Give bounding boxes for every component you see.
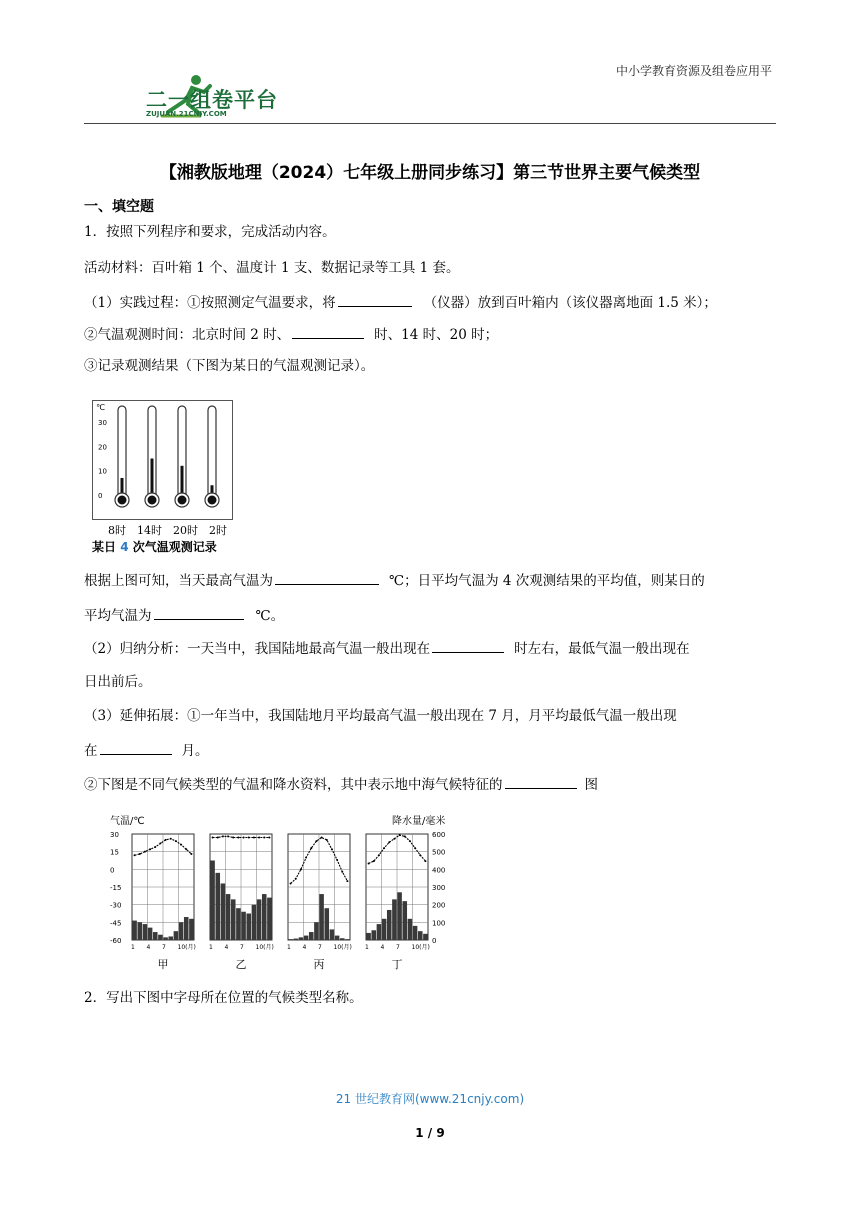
- logo-subtext: ZUJUAN.21CNJY.COM: [146, 110, 227, 118]
- temperature-point: [248, 837, 250, 839]
- precip-bar: [221, 883, 226, 940]
- temperature-point: [253, 837, 255, 839]
- temp-tick: -60: [110, 937, 122, 945]
- climate-panel-2: [209, 834, 274, 971]
- temperature-point: [346, 880, 348, 882]
- page-number: 1 / 9: [415, 1126, 445, 1140]
- temperature-point: [263, 837, 265, 839]
- climate-panel-3: [287, 834, 352, 971]
- month-tick: 1: [365, 944, 369, 951]
- temperature-point: [290, 882, 292, 884]
- avg-temp-answer-blank[interactable]: [154, 605, 244, 620]
- precip-bar: [226, 894, 231, 940]
- precip-bar: [382, 919, 387, 940]
- q1-materials: 活动材料：百叶箱 1 个、温度计 1 支、数据记录等工具 1 套。: [84, 260, 460, 276]
- temp-tick-label: 10: [98, 467, 107, 476]
- time-label-2: 14时: [137, 524, 162, 537]
- thermometer-bulb: [178, 496, 187, 505]
- precip-bar: [174, 931, 179, 940]
- precip-bar: [402, 901, 407, 940]
- precip-bar: [423, 934, 428, 940]
- precip-bar: [366, 933, 371, 940]
- temperature-point: [300, 868, 302, 870]
- month-tick: 10(月): [411, 944, 430, 951]
- section-heading: 一、填空题: [84, 199, 154, 215]
- precip-bar: [168, 936, 173, 940]
- precip-bar: [335, 936, 340, 940]
- q1-extend-line: （3）延伸拓展：①一年当中，我国陆地月平均最高气温一般出现在 7 月，月平均最低气温一般出现: [84, 708, 677, 724]
- temperature-point: [170, 838, 172, 840]
- temperature-point: [222, 835, 224, 837]
- temperature-point: [134, 854, 136, 856]
- temperature-point: [185, 848, 187, 850]
- month-tick: 7: [318, 944, 322, 951]
- thermometer-bulb: [118, 496, 127, 505]
- temperature-point: [144, 851, 146, 853]
- precip-bar: [153, 932, 158, 940]
- temperature-point: [243, 837, 245, 839]
- q1-observe-text-b: 时、14 时、20 时；: [374, 327, 499, 343]
- temperature-point: [399, 834, 401, 836]
- q1-sunrise-line: 日出前后。: [84, 674, 152, 690]
- q1-mediterranean-line: ②下图是不同气候类型的气温和降水资料，其中表示地中海气候特征的 图: [84, 774, 598, 795]
- temperature-point: [165, 839, 167, 841]
- precip-bar: [143, 924, 148, 940]
- temperature-point: [383, 847, 385, 849]
- precip-bar: [340, 938, 345, 940]
- temperature-point: [258, 837, 260, 839]
- q2-text: 2．写出下图中字母所在位置的气候类型名称。: [84, 990, 363, 1006]
- precip-bar: [236, 908, 241, 940]
- q1-month-line: 在 月。: [84, 740, 209, 761]
- precip-tick: 200: [432, 901, 446, 910]
- thermometer-bulb: [148, 496, 157, 505]
- q1-record-line: ③记录观测结果（下图为某日的气温观测记录）。: [84, 358, 375, 374]
- precip-tick: 0: [432, 937, 437, 945]
- temp-tick: 30: [110, 831, 119, 839]
- precip-bar: [293, 939, 298, 940]
- month-tick: 4: [224, 944, 229, 951]
- q1-practice-text-a: （1）实践过程：①按照测定气温要求，将: [84, 295, 336, 311]
- precip-tick: 400: [432, 866, 446, 875]
- max-hour-answer-blank[interactable]: [432, 638, 504, 653]
- q1-practice-line: [84, 292, 717, 313]
- precip-bar: [137, 922, 142, 940]
- temperature-point: [227, 835, 229, 837]
- precip-bar: [330, 929, 335, 940]
- temperature-point: [159, 842, 161, 844]
- climate-charts-figure: [110, 812, 450, 978]
- temperature-point: [424, 860, 426, 862]
- panel-name: 甲: [157, 958, 169, 971]
- precip-bar: [179, 922, 184, 940]
- precip-bar: [288, 939, 293, 940]
- panel-name: 丙: [313, 958, 325, 971]
- temperature-point: [175, 840, 177, 842]
- page-title: 【湘教版地理（2024）七年级上册同步练习】第三节世界主要气候类型: [159, 163, 701, 183]
- temperature-point: [373, 860, 375, 862]
- precip-bar: [262, 894, 267, 940]
- thermometer-times: [108, 522, 242, 538]
- month-tick: 4: [146, 944, 151, 951]
- precip-bar: [408, 919, 413, 940]
- thermometer-figure: [92, 400, 242, 555]
- precip-bar: [252, 905, 257, 940]
- month-tick: 1: [131, 944, 135, 951]
- thermometer-caption: 某日 4 次气温观测记录: [92, 540, 217, 554]
- header-right-text: 中小学教育资源及组卷应用平: [615, 64, 772, 78]
- precip-bar: [231, 899, 236, 940]
- temp-tick: -45: [110, 919, 122, 928]
- temperature-point: [368, 862, 370, 864]
- time-label-4: 2时: [209, 524, 227, 537]
- precip-bar: [158, 935, 163, 940]
- precip-bar: [387, 910, 392, 940]
- precip-bar: [215, 873, 220, 940]
- precip-tick: 600: [432, 831, 446, 839]
- climate-panel-1: [131, 834, 196, 971]
- temperature-point: [139, 853, 141, 855]
- temperature-point: [295, 878, 297, 880]
- precip-bar: [299, 937, 304, 940]
- temp-tick-label: 0: [98, 492, 103, 500]
- precip-bar: [257, 899, 262, 940]
- temperature-point: [336, 859, 338, 861]
- temperature-point: [404, 835, 406, 837]
- temp-tick-label: 30: [98, 419, 107, 427]
- month-tick: 7: [162, 944, 166, 951]
- precip-bar: [148, 928, 153, 940]
- precip-bar: [241, 912, 246, 940]
- q1-observe-time-line: [84, 324, 498, 345]
- month-tick: 10(月): [177, 944, 196, 951]
- time-label-1: 8时: [108, 524, 126, 537]
- month-tick: 1: [209, 944, 213, 951]
- month-tick: 10(月): [255, 944, 274, 951]
- climate-panel-4: [365, 834, 430, 971]
- temperature-point: [419, 854, 421, 856]
- thermometer-chart: [92, 400, 242, 520]
- temp-tick: -15: [110, 884, 122, 892]
- temperature-point: [393, 838, 395, 840]
- precip-bar: [324, 908, 329, 940]
- precip-bar: [163, 937, 168, 940]
- temperature-point: [212, 837, 214, 839]
- precip-bar: [397, 892, 402, 940]
- temp-tick: -30: [110, 901, 122, 910]
- precip-bar: [309, 932, 314, 940]
- thermometer-bulb: [208, 496, 217, 505]
- max-temp-answer-blank[interactable]: [275, 570, 379, 585]
- instrument-answer-blank[interactable]: [338, 292, 412, 307]
- logo-text: 二一组卷平台: [146, 88, 278, 112]
- precip-bar: [371, 930, 376, 940]
- temp-axis-label: 气温/℃: [110, 816, 145, 827]
- precip-bar: [132, 921, 137, 940]
- temp-tick: 0: [110, 866, 115, 875]
- q1-analysis-line: （2）归纳分析：一天当中，我国陆地最高气温一般出现在 时左右，最低气温一般出现在: [84, 638, 690, 659]
- temperature-point: [310, 847, 312, 849]
- temperature-point: [331, 848, 333, 850]
- temp-tick: 15: [110, 848, 119, 857]
- time-label-3: 20时: [173, 524, 198, 537]
- month-tick: 4: [380, 944, 385, 951]
- precip-tick: 300: [432, 884, 446, 892]
- precip-bar: [413, 926, 418, 940]
- footer-link[interactable]: 21 世纪教育网(www.21cnjy.com): [335, 1092, 525, 1106]
- header-divider: [84, 123, 776, 124]
- precip-bar: [392, 899, 397, 940]
- temperature-point: [268, 837, 270, 839]
- precip-bar: [314, 922, 319, 940]
- precip-bar: [304, 936, 309, 940]
- mediterranean-answer-blank[interactable]: [505, 774, 577, 789]
- temperature-point: [149, 848, 151, 850]
- temperature-point: [321, 837, 323, 839]
- q1-avg-temp-line: 平均气温为 ℃。: [84, 605, 284, 626]
- q1-observe-text-a: ②气温观测时间：北京时间 2 时、: [84, 327, 291, 343]
- precip-tick: 100: [432, 919, 446, 928]
- precip-axis-label: 降水量/毫米: [392, 816, 446, 827]
- climate-charts: [110, 812, 450, 974]
- precip-bar: [345, 939, 350, 940]
- month-tick: 10(月): [333, 944, 352, 951]
- precip-bar: [267, 898, 272, 940]
- temperature-point: [388, 841, 390, 843]
- temperature-point: [154, 846, 156, 848]
- precip-bar: [184, 917, 189, 940]
- month-tick: 4: [302, 944, 307, 951]
- precip-bar: [418, 931, 423, 940]
- precip-bar: [210, 861, 215, 941]
- precip-bar: [377, 924, 382, 940]
- temperature-point: [180, 844, 182, 846]
- month-tick: 7: [240, 944, 244, 951]
- panel-name: 丁: [391, 958, 403, 971]
- temperature-point: [341, 871, 343, 873]
- temperature-point: [326, 839, 328, 841]
- month-tick: 7: [396, 944, 400, 951]
- temp-tick-label: 20: [98, 443, 107, 452]
- precip-bar: [189, 919, 194, 940]
- q1-intro: 1．按照下列程序和要求，完成活动内容。: [84, 224, 336, 240]
- q1-practice-text-b: （仪器）放到百叶箱内（该仪器离地面 1.5 米）；: [423, 295, 717, 311]
- temperature-point: [237, 837, 239, 839]
- temperature-point: [232, 837, 234, 839]
- temperature-point: [190, 853, 192, 855]
- min-month-answer-blank[interactable]: [100, 740, 172, 755]
- time-answer-blank[interactable]: [292, 324, 364, 339]
- temperature-point: [409, 840, 411, 842]
- temperature-point: [315, 840, 317, 842]
- q1-max-temp-line: 根据上图可知，当天最高气温为 ℃；日平均气温为 4 次观测结果的平均值，则某日的: [84, 570, 705, 591]
- panel-name: 乙: [235, 958, 247, 971]
- month-tick: 1: [287, 944, 291, 951]
- temperature-point: [414, 847, 416, 849]
- precip-bar: [246, 914, 251, 941]
- precip-tick: 500: [432, 848, 446, 857]
- temperature-point: [217, 837, 219, 839]
- temperature-point: [378, 854, 380, 856]
- temperature-point: [305, 857, 307, 859]
- temp-unit-label: ℃: [96, 403, 105, 412]
- precip-bar: [319, 894, 324, 940]
- thermometer-tube: [208, 406, 216, 498]
